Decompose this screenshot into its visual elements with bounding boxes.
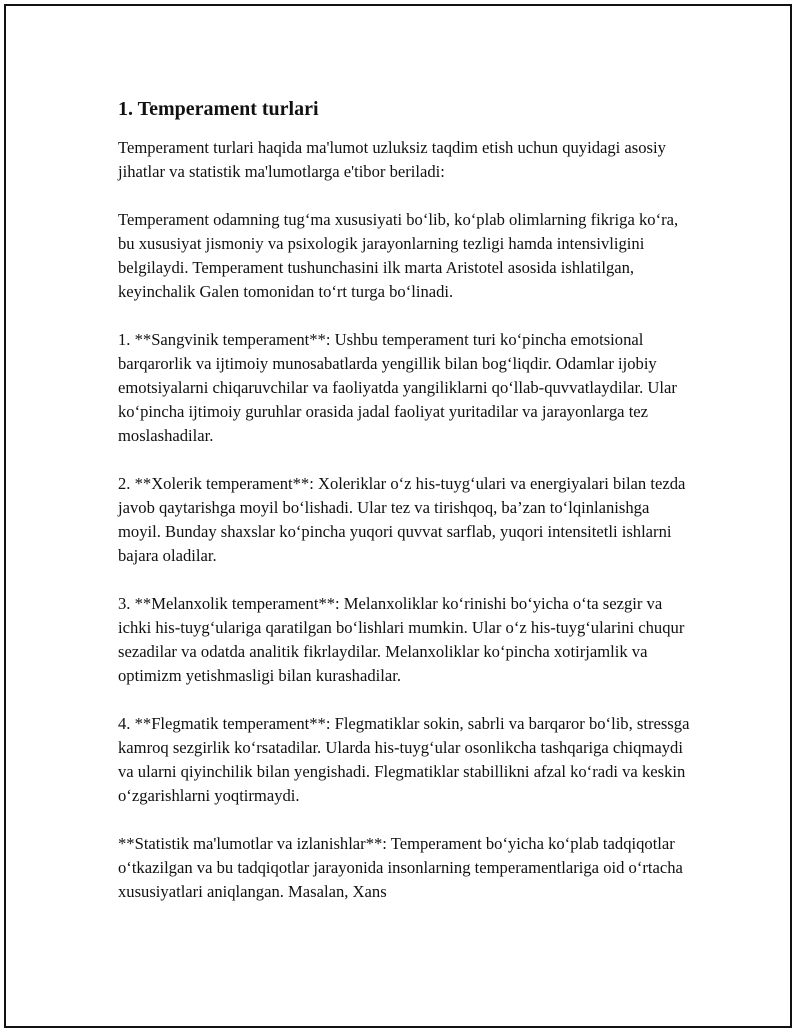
document-body: [118, 96, 692, 928]
intro-paragraph: Temperament turlari haqida ma'lumot uzluksiz taqdim etish uchun quyidagi asosiy jihatlar va statistik ma'lumotlarga e'tibor beriladi:: [118, 138, 666, 181]
section-heading: 1. Temperament turlari: [118, 98, 319, 120]
melancholic-paragraph: 3. **Melanxolik temperament**: Melanxoliklar ko‘rinishi bo‘yicha o‘ta sezgir va ichki his-tuyg‘ulariga qaratilgan bo‘lishlari mumkin. Ular o‘z his-tuyg‘ularini chuqur sezadilar va odatda analitik fikrlaydilar. Melanxoliklar ko‘pincha xotirjamlik va optimizm yetishmasligi bilan kurashadilar.: [118, 594, 685, 685]
sanguine-paragraph: 1. **Sangvinik temperament**: Ushbu temperament turi ko‘pincha emotsional barqarorlik va ijtimoiy munosabatlarda yengillik bilan bog‘liqdir. Odamlar ijobiy emotsiyalarni chiqaruvchilar va faoliyatda yangiliklarni qo‘llab-quvvatlaydilar. Ular ko‘pincha ijtimoiy guruhlar orasida jadal faoliyat yuritadilar va jarayonlarga tez moslashadilar.: [118, 330, 677, 445]
statistics-paragraph: **Statistik ma'lumotlar va izlanishlar**: Temperament bo‘yicha ko‘plab tadqiqotlar o‘tkazilgan va bu tadqiqotlar jarayonida insonlarning temperamentlariga oid o‘rtacha xususiyatlari aniqlangan. Masalan, Xans: [118, 834, 683, 901]
phlegmatic-paragraph: 4. **Flegmatik temperament**: Flegmatiklar sokin, sabrli va barqaror bo‘lib, stressga kamroq sezgirlik ko‘rsatadilar. Ularda his-tuyg‘ular osonlikcha tashqariga chiqmaydi va ularni qiyinchilik bilan yengishadi. Flegmatiklar stabillikni afzal ko‘radi va keskin o‘zgarishlarni yoqtirmaydi.: [118, 714, 690, 805]
choleric-paragraph: 2. **Xolerik temperament**: Xoleriklar o‘z his-tuyg‘ulari va energiyalari bilan tezda javob qaytarishga moyil bo‘lishadi. Ular tez va tirishqoq, ba’zan to‘lqinlanishga moyil. Bunday shaxslar ko‘pincha yuqori quvvat sarflab, yuqori intensitetli ishlarni bajara oladilar.: [118, 474, 686, 565]
definition-paragraph: Temperament odamning tug‘ma xususiyati bo‘lib, ko‘plab olimlarning fikriga ko‘ra, bu xususiyat jismoniy va psixologik jarayonlarning tezligi hamda intensivligini belgilaydi. Temperament tushunchasini ilk marta Aristotel asosida ishlatilgan, keyinchalik Galen tomonidan to‘rt turga bo‘linadi.: [118, 210, 679, 301]
